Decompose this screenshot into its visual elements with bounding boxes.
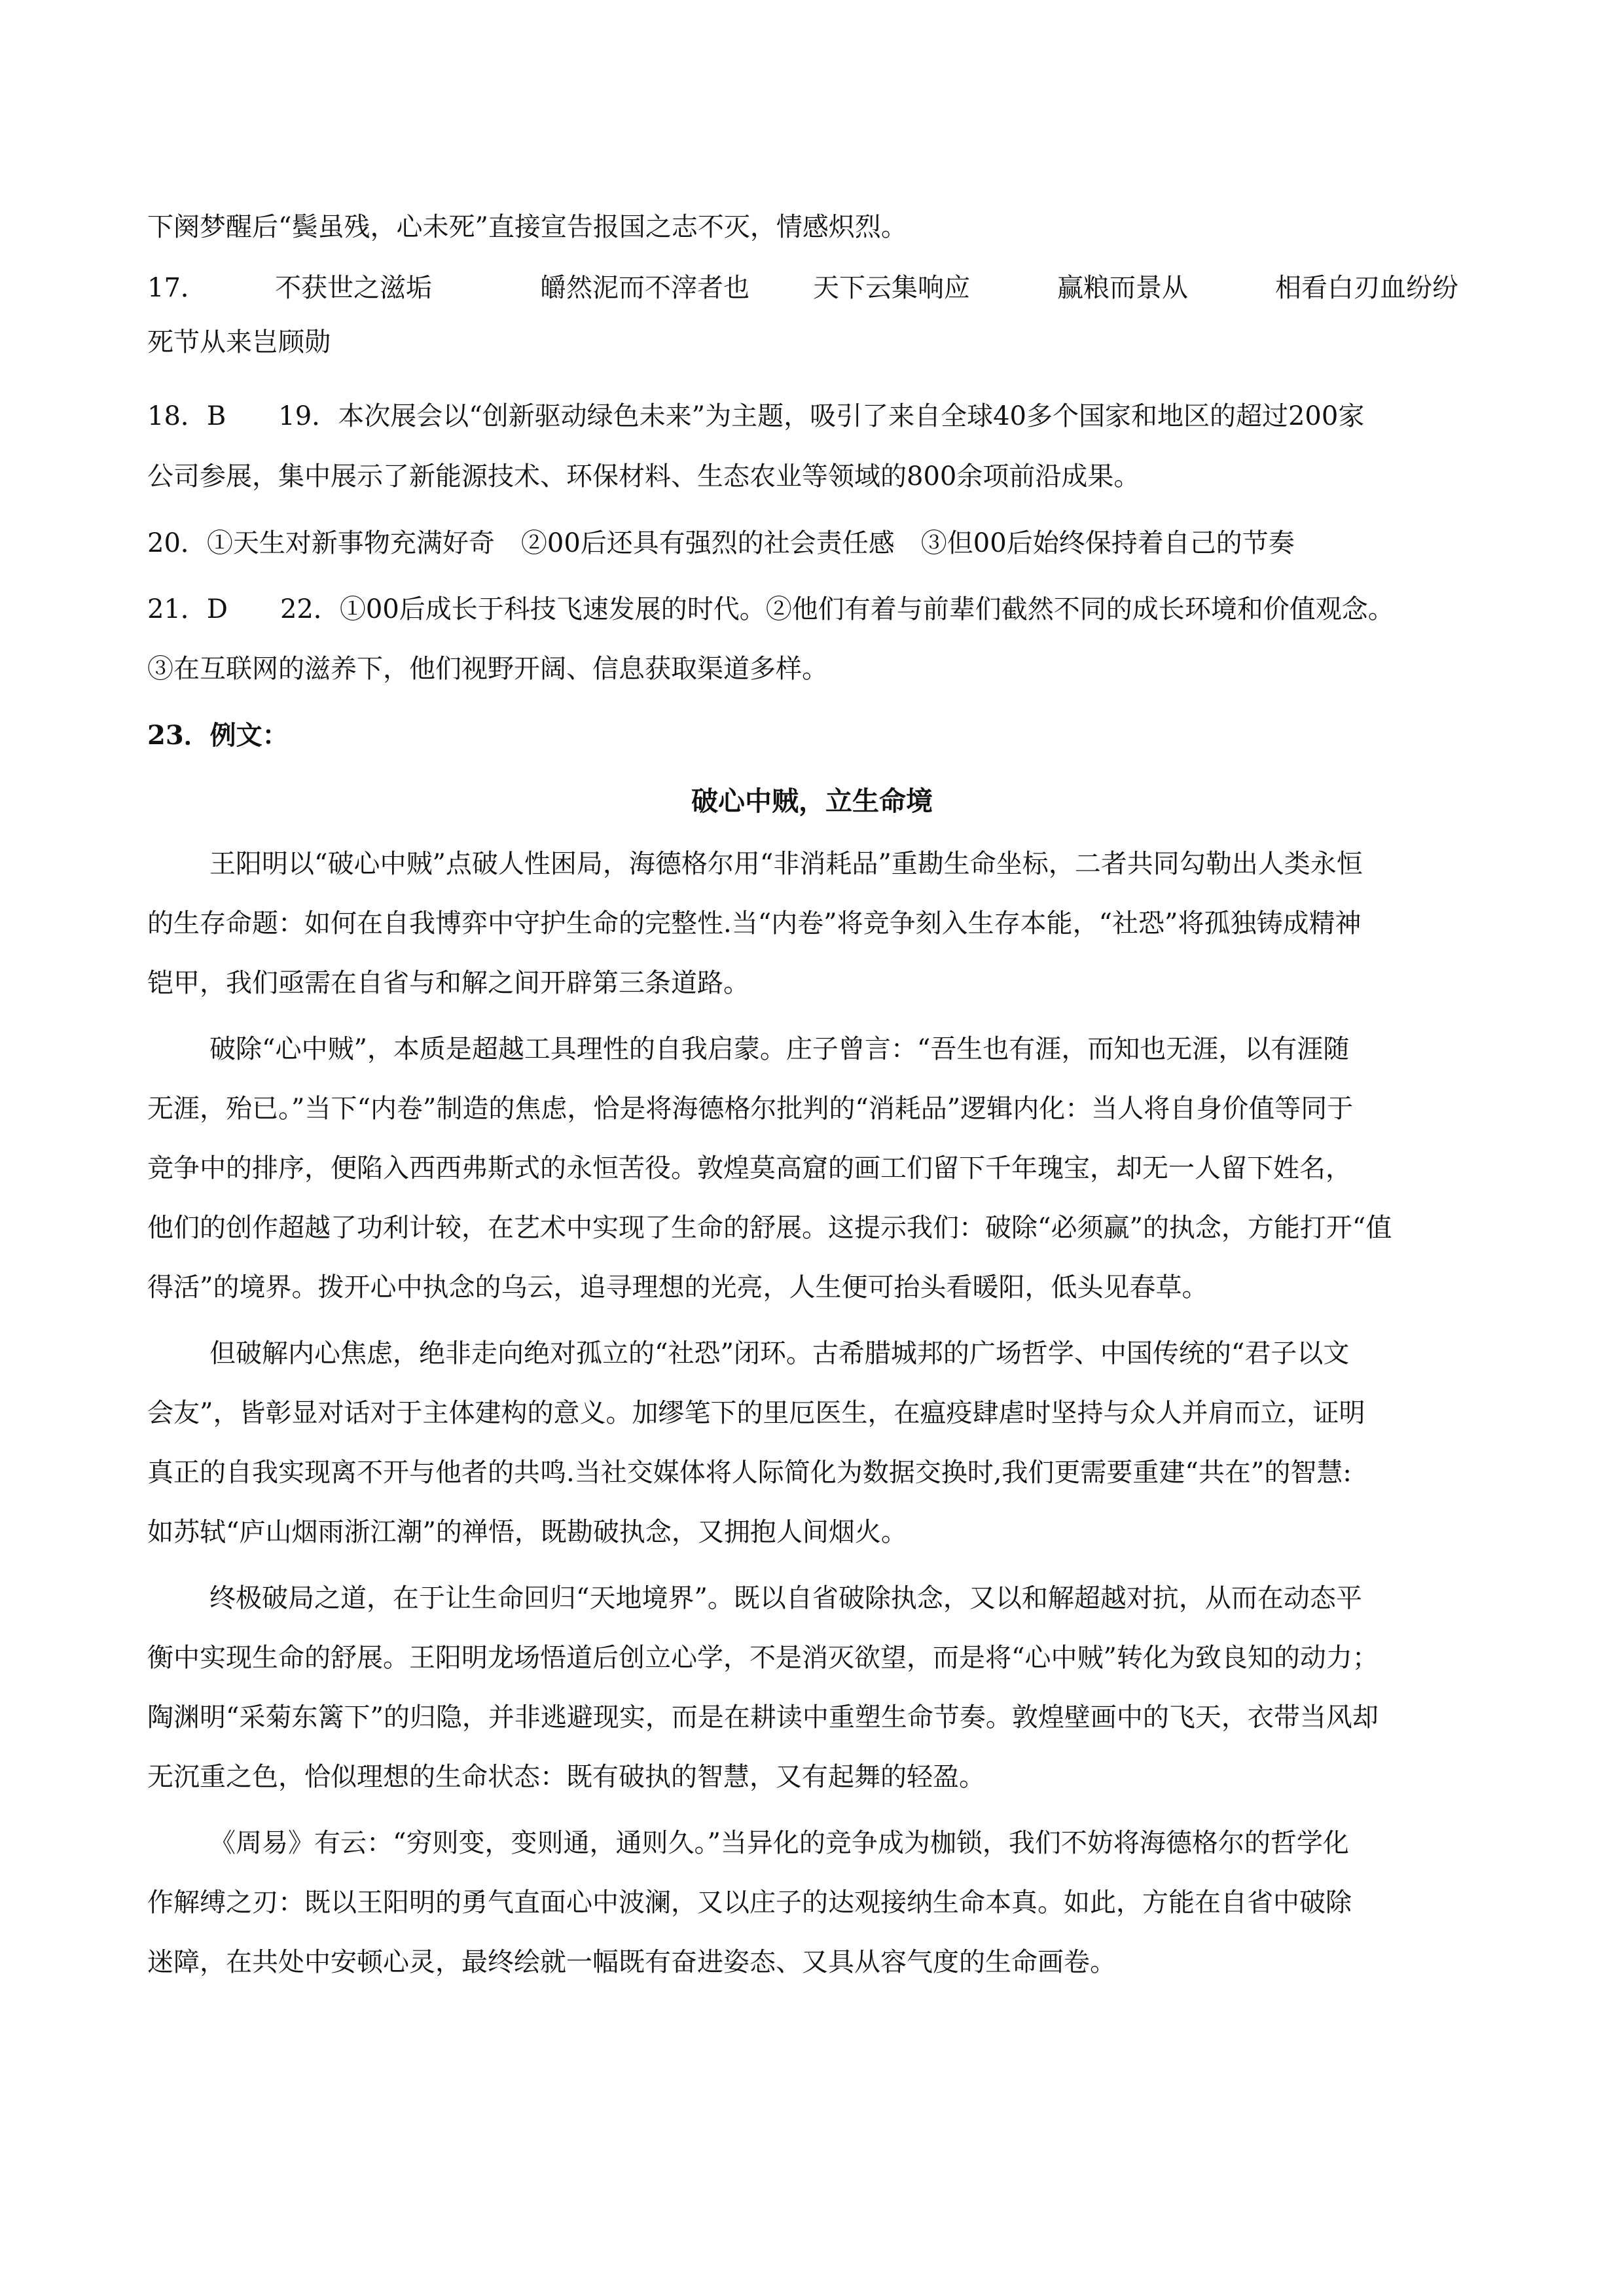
answer-17-item-3: 天下云集响应 [813, 273, 970, 303]
essay-p1-line-3: 铠甲，我们亟需在自省与和解之间开辟第三条道路。 [147, 968, 749, 998]
essay-p2-line-2: 无涯，殆已。”当下“内卷”制造的焦虑，恰是将海德格尔批判的“消耗品”逻辑内化：当人将自身价值等同于 [147, 1094, 1354, 1124]
answer-18-19-line-1: 18．B 19．本次展会以“创新驱动绿色未来”为主题，吸引了来自全球40多个国家和地区的超过200家 [147, 401, 1365, 431]
essay-p4-line-4: 无沉重之色，恰似理想的生命状态：既有破执的智慧，又有起舞的轻盈。 [147, 1762, 985, 1792]
answer-21-22-line-1: 21．D 22．①00后成长于科技飞速发展的时代。②他们有着与前辈们截然不同的成长环境和价值观念。 [147, 594, 1394, 624]
answer-18-19-line-2: 公司参展，集中展示了新能源技术、环保材料、生态农业等领域的800余项前沿成果。 [147, 461, 1140, 492]
essay-p5-line-3: 迷障，在共处中安顿心灵，最终绘就一幅既有奋进姿态、又具从容气度的生命画卷。 [147, 1947, 1116, 1977]
answer-17-item-1: 不获世之滋垢 [275, 273, 432, 303]
essay-p5-line-2: 作解缚之刃：既以王阳明的勇气直面心中波澜，又以庄子的达观接纳生命本真。如此，方能在自省中破除 [147, 1888, 1352, 1918]
essay-p1-line-1: 王阳明以“破心中贼”点破人性困局，海德格尔用“非消耗品”重勘生命坐标，二者共同勾勒出人类永恒 [209, 849, 1363, 879]
answer-17-item-5: 相看白刃血纷纷 [1275, 273, 1458, 303]
answer-17-number: 17． [147, 273, 207, 303]
answer-17-item-4: 赢粮而景从 [1057, 273, 1188, 303]
answer-23-label: 23．例文： [147, 720, 289, 751]
essay-p4-line-1: 终极破局之道，在于让生命回归“天地境界”。既以自省破除执念，又以和解超越对抗，从而在动态平 [209, 1583, 1362, 1613]
answer-20: 20．①天生对新事物充满好奇 ②00后还具有强烈的社会责任感 ③但00后始终保持着自己的节奏 [147, 528, 1295, 558]
answer-17-item-2: 皭然泥而不滓者也 [540, 273, 749, 303]
essay-p2-line-5: 得活”的境界。拨开心中执念的乌云，追寻理想的光亮，人生便可抬头看暖阳，低头见春草。 [147, 1272, 1208, 1302]
essay-p2-line-1: 破除“心中贼”，本质是超越工具理性的自我启蒙。庄子曾言：“吾生也有涯，而知也无涯，以有涯随 [209, 1034, 1350, 1064]
essay-p4-line-2: 衡中实现生命的舒展。王阳明龙场悟道后创立心学，不是消灭欲望，而是将“心中贼”转化为致良知的动力； [147, 1643, 1379, 1673]
answer-16-continuation: 下阕梦醒后“鬓虽残，心未死”直接宣告报国之志不灭，情感炽烈。 [147, 212, 907, 242]
essay-p3-line-4: 如苏轼“庐山烟雨浙江潮”的禅悟，既勘破执念，又拥抱人间烟火。 [147, 1517, 907, 1547]
essay-p3-line-1: 但破解内心焦虑，绝非走向绝对孤立的“社恐”闭环。古希腊城邦的广场哲学、中国传统的“君子以文 [209, 1338, 1350, 1369]
essay-p5-line-1: 《周易》有云：“穷则变，变则通，通则久。”当异化的竞争成为枷锁，我们不妨将海德格尔的哲学化 [209, 1828, 1349, 1858]
essay-p2-line-4: 他们的创作超越了功利计较，在艺术中实现了生命的舒展。这提示我们：破除“必须赢”的执念，方能打开“值 [147, 1213, 1392, 1243]
essay-p3-line-3: 真正的自我实现离不开与他者的共鸣.当社交媒体将人际简化为数据交换时,我们更需要重建“共在”的智慧: [147, 1458, 1352, 1488]
essay-title: 破心中贼，立生命境 [691, 785, 933, 817]
essay-p4-line-3: 陶渊明“采菊东篱下”的归隐，并非逃避现实，而是在耕读中重塑生命节奏。敦煌壁画中的飞天，衣带当风却 [147, 1702, 1379, 1732]
essay-p3-line-2: 会友”，皆彰显对话对于主体建构的意义。加缪笔下的里厄医生，在瘟疫肆虐时坚持与众人并肩而立，证明 [147, 1398, 1365, 1428]
answer-17-continuation: 死节从来岂顾勋 [147, 327, 331, 357]
essay-p2-line-3: 竞争中的排序，便陷入西西弗斯式的永恒苦役。敦煌莫高窟的画工们留下千年瑰宝，却无一人留下姓名， [147, 1153, 1352, 1183]
essay-p1-line-2: 的生存命题：如何在自我博弈中守护生命的完整性.当“内卷”将竞争刻入生存本能，“社恐”将孤独铸成精神 [147, 908, 1362, 939]
answer-21-22-line-2: ③在互联网的滋养下，他们视野开阔、信息获取渠道多样。 [147, 654, 828, 684]
